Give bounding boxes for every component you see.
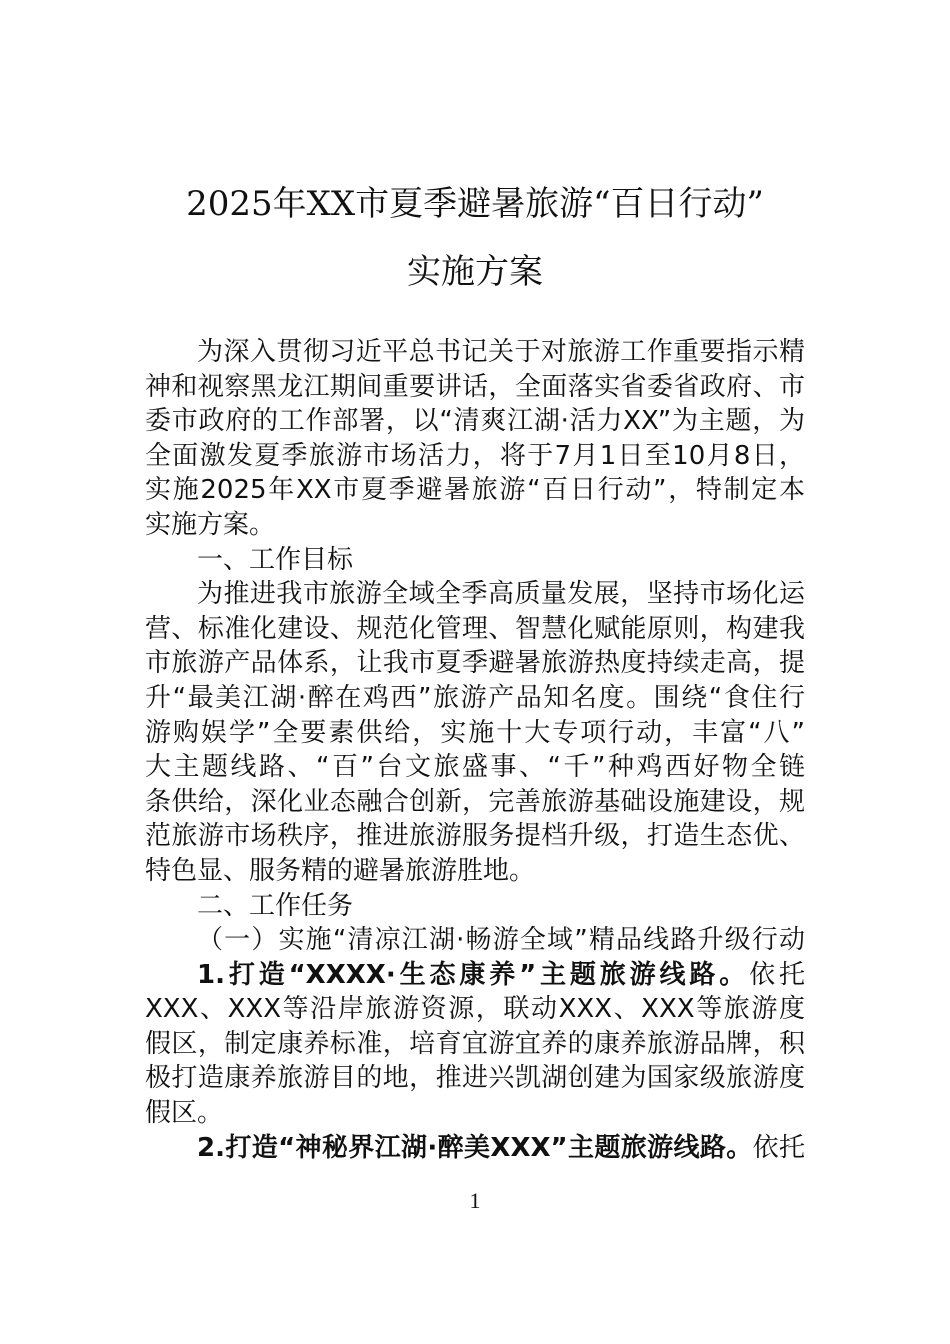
text-line xyxy=(145,370,805,405)
text-line xyxy=(145,819,805,854)
text-segment: 一、工作目标 xyxy=(197,544,354,575)
text-line xyxy=(145,439,805,474)
text-segment: 为深入贯彻习近平总书记关于对旅游工作重要指示精 xyxy=(197,337,805,367)
text-segment: 委市政府的工作部署，以“清爽江湖·活力XX”为主题，为 xyxy=(145,406,805,437)
text-line xyxy=(145,1027,805,1062)
text-segment: 神和视察黑龙江期间重要讲话，全面落实省委省政府、市 xyxy=(145,371,805,402)
text-segment: 特色显、服务精的避暑旅游胜地。 xyxy=(145,855,536,886)
text-segment: 依托 xyxy=(752,1132,805,1163)
text-line xyxy=(145,854,805,889)
text-line xyxy=(145,335,805,370)
text-segment: 二、工作任务 xyxy=(197,890,354,921)
text-segment: 营、标准化建设、规范化管理、智慧化赋能原则，构建我 xyxy=(145,613,805,644)
text-segment: （一）实施“清凉江湖·畅游全域”精品线路升级行动 xyxy=(197,925,805,956)
bold-text-segment: 1.打造“XXXX·生态康养”主题旅游线路。 xyxy=(197,959,750,990)
text-segment: 假区。 xyxy=(145,1098,224,1129)
text-segment: 条供给，深化业态融合创新，完善旅游基础设施建设，规 xyxy=(145,786,805,817)
text-segment: 假区，制定康养标准，培育宜游宜养的康养旅游品牌，积 xyxy=(145,1028,805,1059)
text-line xyxy=(145,577,805,612)
text-segment: XXX、XXX等沿岸旅游资源，联动XXX、XXX等旅游度 xyxy=(145,994,805,1025)
text-line xyxy=(145,716,805,751)
text-line xyxy=(145,750,805,785)
text-segment: 市旅游产品体系，让我市夏季避暑旅游热度持续走高，提 xyxy=(145,648,805,679)
bold-text-segment: 2.打造“神秘界江湖·醉美XXX”主题旅游线路。 xyxy=(197,1132,753,1163)
text-segment: 依托 xyxy=(749,959,805,990)
text-segment: 升“最美江湖·醉在鸡西”旅游产品知名度。围绕“食住行 xyxy=(145,682,805,713)
text-segment: 游购娱学”全要素供给，实施十大专项行动，丰富“八” xyxy=(145,717,805,748)
document-title-line-2: 实施方案 xyxy=(407,252,543,292)
document-body xyxy=(145,335,805,1165)
text-line xyxy=(145,646,805,681)
text-line xyxy=(145,923,805,958)
text-segment: 范旅游市场秩序，推进旅游服务提档升级，打造生态优、 xyxy=(145,821,805,852)
text-line xyxy=(145,473,805,508)
text-line xyxy=(145,404,805,439)
text-line xyxy=(145,1096,805,1131)
page-number: 1 xyxy=(469,1188,481,1213)
text-segment: 实施2025年XX市夏季避暑旅游“百日行动”，特制定本 xyxy=(145,475,805,506)
text-line xyxy=(145,958,805,993)
text-line xyxy=(145,992,805,1027)
text-line xyxy=(145,543,805,578)
text-segment: 极打造康养旅游目的地，推进兴凯湖创建为国家级旅游度 xyxy=(145,1063,805,1094)
text-segment: 实施方案。 xyxy=(145,509,276,540)
text-segment: 大主题线路、“百”台文旅盛事、“千”种鸡西好物全链 xyxy=(145,752,805,783)
text-line xyxy=(145,785,805,820)
text-segment: 为推进我市旅游全域全季高质量发展，坚持市场化运 xyxy=(197,579,805,610)
text-line xyxy=(145,508,805,543)
document-title-line-1: 2025年XX市夏季避暑旅游“百日行动” xyxy=(186,184,764,224)
text-line xyxy=(145,612,805,647)
text-line xyxy=(145,681,805,716)
text-line xyxy=(145,889,805,924)
text-segment: 全面激发夏季旅游市场活力，将于7月1日至10月8日， xyxy=(145,440,805,471)
text-line xyxy=(145,1131,805,1166)
text-line xyxy=(145,1061,805,1096)
